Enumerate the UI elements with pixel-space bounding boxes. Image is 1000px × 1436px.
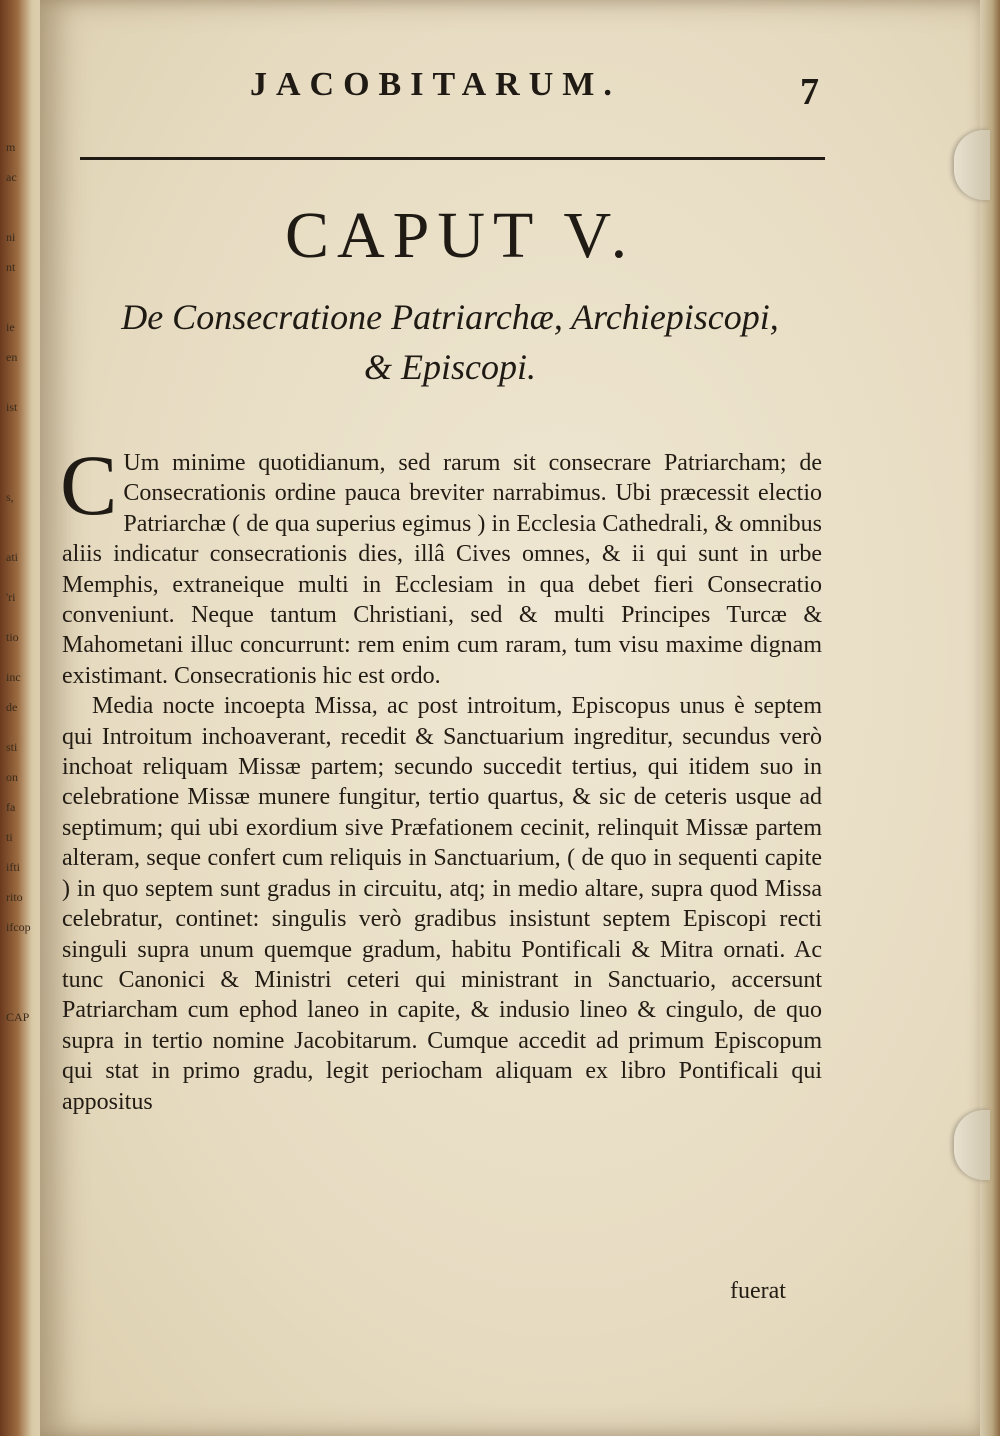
margin-fragment: rito [6, 890, 23, 904]
margin-fragment: ti [6, 830, 13, 844]
catchword: fuerat [730, 1278, 786, 1304]
margin-fragment: ist [6, 400, 18, 414]
margin-fragment: fa [6, 800, 16, 814]
drop-cap: C [60, 437, 118, 533]
paragraph-1 [60, 437, 822, 691]
margin-fragment: ie [6, 320, 15, 334]
margin-fragment: 'ri [6, 590, 16, 604]
margin-fragment: de [6, 700, 18, 714]
body-text [60, 437, 822, 1117]
chapter-subtitle [70, 292, 830, 392]
margin-fragment: on [6, 770, 18, 784]
margin-fragment: sti [6, 740, 18, 754]
margin-fragment: ifcop [6, 920, 31, 934]
chapter-title: CAPUT V. [285, 199, 636, 272]
page-number: 7 [800, 71, 819, 113]
subtitle-line-1: De Consecratione Patriarchæ, Archiepiscopi, [121, 297, 779, 337]
paragraph-2: Media nocte incoepta Missa, ac post introitum, Episcopus unus è septem qui Introitum inchoaverant, recedit & Sanctuarium ingreditur, secundus verò inchoat reliquam Missæ partem; secundo succedit tertius, qui itidem suo in celebratione Missæ munere fungitur, tertio quartus, & sic de ceteris usque ad septimum; qui ubi exordium sive Præfationem cecinit, relinquit Missæ partem alteram, seque confert cum reliquis in Sanctuarium, ( de quo in sequenti capite ) in quo septem sunt gradus in circuitu, atq; in medio altare, supra quod Missa celebratur, continet: singulis verò gradibus insistunt septem Episcopi recti singuli supra unum quemque gradum, habitu Pontificali & Mitra ornati. Ac tunc Canonici & Ministri ceteri qui ministrant in Sanctuario, accersunt Patriarcham cum ephod laneo in capite, & indusio lineo & cingulo, de quo supra in tertio nomine Jacobitarum. Cumque accedit ad primum Episcopum qui stat in primo gradu, legit periocham aliquam ex libro Pontificali qui appositus [62, 693, 822, 1115]
subtitle-line-2: & Episcopi. [364, 347, 536, 387]
margin-fragment: nt [6, 260, 16, 274]
margin-fragment: en [6, 350, 18, 364]
margin-fragment: CAP [6, 1010, 30, 1024]
paragraph-1-text: Um minime quotidianum, sed rarum sit consecrare Patriarcham; de Consecrationis ordine pauca breviter narrabimus. Ubi præcessit electio Patriarchæ ( de qua superius egimus ) in Ecclesia Cathedrali, & omnibus aliis indicatur consecrationis dies, illâ Cives omnes, & ii qui sunt in urbe Memphis, extraneique multi in Ecclesiam in qua debet fieri Consecratio conveniunt. Neque tantum Christiani, sed & multi Principes Turcæ & Mahometani illuc concurrunt: rem enim cum raram, tum visu maxime dignam existimant. Consecrationis hic est ordo. [62, 450, 822, 689]
margin-fragment: ifti [6, 860, 20, 874]
margin-fragment: ni [6, 230, 16, 244]
margin-fragment: ati [6, 550, 18, 564]
running-head: JACOBITARUM. [250, 66, 621, 103]
margin-fragment: tio [6, 630, 19, 644]
header-rule [80, 157, 825, 160]
page-fore-edge [980, 0, 1000, 1436]
margin-fragment: inc [6, 670, 21, 684]
margin-fragment: s, [6, 490, 14, 504]
margin-fragment: ac [6, 170, 17, 184]
margin-fragment: m [6, 140, 16, 154]
